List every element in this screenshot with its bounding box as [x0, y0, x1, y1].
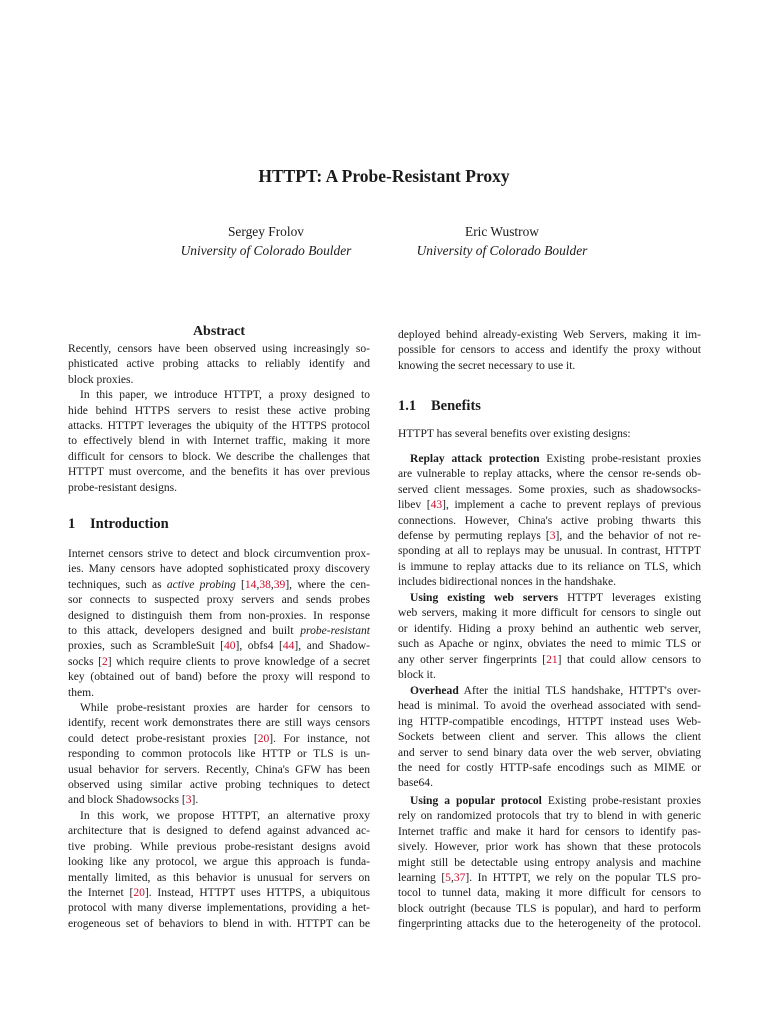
text-line: Recently, censors have been observed using increasingly so- [68, 343, 370, 355]
text-line: protocol with many diverse implementations, providing a het- [68, 902, 370, 915]
benefit-existing-web-servers [398, 591, 701, 683]
text-line: observed using similar active probing techniques to detect [68, 778, 370, 791]
text-line: ies. Many censors have adopted sophisticated proxy discovery [68, 563, 370, 576]
paragraph-run-in-heading: Replay attack protection [410, 453, 540, 465]
citation-link[interactable]: 5 [445, 871, 451, 884]
text-line: and block Shadowsocks [3]. [68, 794, 199, 807]
text-line: served client messages. Some proxies, such as shadowsocks- [398, 483, 701, 496]
text-line: phisticated active probing attacks to reliably identify and [68, 358, 370, 371]
text-line: HTTPT has several benefits over existing designs: [398, 428, 631, 440]
benefit-replay-protection [398, 452, 701, 591]
text-line: key (obtained out of band) before the proxy will respond to [68, 671, 370, 684]
benefit-overhead [398, 684, 701, 792]
paragraph-run-in-heading: Using a popular protocol [410, 795, 542, 807]
author-affiliation: University of Colorado Boulder [180, 242, 352, 258]
citation-link[interactable]: 39 [273, 578, 286, 591]
benefit-popular-protocol [398, 794, 701, 933]
text-line: head is minimal. To avoid the overhead associated with send- [398, 700, 701, 713]
text-line: block outright (because TLS is popular), and hard to perform [398, 902, 701, 915]
text-line: probe-resistant designs. [68, 481, 178, 494]
text-line: block proxies. [68, 373, 134, 386]
text-line: socks [2] which require clients to prove knowledge of a secret [68, 655, 370, 668]
citation-link[interactable]: 3 [185, 794, 192, 807]
text-line: libev [43], implement a cache to prevent replays of previous [398, 499, 701, 512]
text-line: designed to distinguish them from non-proxies. In response [68, 609, 370, 622]
intro-continuation [398, 328, 701, 374]
citation-link[interactable]: 20 [133, 886, 145, 899]
text-line: the Internet [20]. Instead, HTTPT uses HTTPS, a ubiquitous [68, 886, 370, 899]
text-line: architecture that is designed to defend against advanced ac- [68, 825, 370, 838]
text-line: is immune to replay attacks due to its reliance on TLS, which [398, 560, 701, 573]
benefits-lead [398, 427, 701, 442]
text-line: could detect probe-resistant proxies [20]. For instance, not [68, 732, 370, 745]
text-line: are vulnerable to replay attacks, where the censor re-sends ob- [398, 468, 701, 481]
text-line: might still be detectable using entropy analysis and machine [398, 856, 701, 869]
citation-link[interactable]: 2 [101, 655, 108, 668]
text-line: difficult for censors to block. We describe the challenges that [68, 450, 370, 463]
text-line: techniques, such as active probing [14,38,39], where the cen- [68, 578, 370, 591]
section-heading-introduction [68, 516, 169, 533]
citation-link[interactable]: 20 [257, 732, 270, 745]
text-line: learning [5,37]. In HTTPT, we rely on the popular TLS pro- [398, 871, 701, 884]
citation-link[interactable]: 44 [282, 640, 295, 653]
abstract-paragraph-1 [68, 342, 370, 388]
text-line: hide behind HTTPS servers to resist these active probing [68, 404, 370, 417]
citation-link[interactable]: 21 [546, 653, 558, 666]
text-line: them. [68, 686, 94, 699]
intro-paragraph-3 [68, 809, 370, 932]
section-number: 1.1 [398, 398, 417, 414]
text-line: ing HTTP-compatible encodings, HTTPT instead uses Web- [398, 715, 701, 728]
intro-paragraph-1 [68, 547, 370, 701]
text-line: Using existing web servers HTTPT leverages existing [410, 592, 701, 604]
abstract-paragraph-2 [68, 388, 370, 496]
text-line: to effectively blend in with Internet traffic, making it more [68, 435, 370, 448]
text-line: sor connects to suspected proxy servers and sends probes [68, 594, 370, 607]
text-line: Replay attack protection Existing probe-resistant proxies [410, 453, 701, 465]
text-line: mentally limited, as this behavior is unusual for servers on [68, 871, 370, 884]
citation-link[interactable]: 37 [453, 871, 466, 884]
abstract-heading: Abstract [192, 324, 246, 339]
text-line: tocol to tunnel data, making it more difficult for censors to [398, 887, 701, 900]
citation-link[interactable]: 3 [549, 529, 556, 542]
citation-link[interactable]: 38 [259, 578, 271, 591]
text-line: HTTPT must overcome, and the benefits it has over previous [68, 466, 370, 479]
text-line: to this attack, developers designed and built probe-resistant [68, 624, 370, 637]
text-line: Using a popular protocol Existing probe-resistant proxies [410, 795, 701, 807]
text-line: identify, recent work demonstrates there are still ways censors [68, 717, 370, 730]
section-number: 1 [68, 516, 76, 532]
paragraph-run-in-heading: Using existing web servers [410, 592, 559, 604]
text-line: sively. However, prior work has shown that these protocols [398, 841, 701, 854]
author-name: Sergey Frolov [227, 224, 304, 239]
text-line: Internet traffic and make it hard for censors to identify pas- [398, 825, 701, 838]
text-line: While probe-resistant proxies are harder for censors to [80, 702, 370, 714]
text-line: base64. [398, 777, 433, 790]
text-line: knowing the secret necessary to use it. [398, 359, 576, 372]
paragraph-run-in-heading: Overhead [410, 685, 459, 697]
text-line: includes bidirectional nonces in the handshake. [398, 576, 617, 589]
text-line: deployed behind already-existing Web Servers, making it im- [398, 329, 701, 341]
author-block-frolov [150, 223, 382, 260]
text-line: connections. However, China's active probing thwarts this [398, 514, 701, 527]
citation-link[interactable]: 40 [223, 640, 236, 653]
text-line: rely on randomized protocols that try to blend in with generic [398, 810, 701, 823]
text-line: erogeneous set of behaviors to blend in with. HTTPT can be [68, 917, 370, 930]
section-title: Benefits [431, 398, 481, 414]
text-line: Internet censors strive to detect and block circumvention prox- [68, 548, 370, 560]
citation-link[interactable]: 43 [430, 499, 443, 512]
text-line: or identify. Hiding a proxy behind an authentic web server, [398, 622, 701, 635]
text-line: any other server fingerprints [21] that could allow censors to [398, 653, 701, 666]
text-line: fingerprinting attacks due to the heterogeneity of the protocol. [398, 918, 701, 931]
intro-paragraph-2 [68, 701, 370, 809]
section-title: Introduction [90, 516, 169, 532]
text-line: and server to send binary data over the web server, obviating [398, 746, 701, 759]
text-line: the need for costly HTTP-safe encodings such as MIME or [398, 761, 701, 774]
text-line: web servers, making it more difficult for censors to single out [398, 607, 701, 620]
author-affiliation: University of Colorado Boulder [416, 242, 588, 258]
author-block-wustrow [386, 223, 618, 260]
text-line: looking like any protocol, we argue this approach is funda- [68, 856, 370, 869]
paper-title: HTTPT: A Probe-Resistant Proxy [258, 166, 510, 186]
section-heading-benefits [398, 398, 481, 415]
author-name: Eric Wustrow [465, 224, 539, 239]
text-line: such as Apache or nginx, obviates the need to mimic TLS or [398, 638, 701, 651]
text-line: block it. [398, 668, 436, 681]
text-line: possible for censors to access and identify the proxy without [398, 344, 701, 357]
text-line: Sockets between client and server. This allows the client [398, 731, 701, 744]
citation-link[interactable]: 14 [244, 578, 257, 591]
text-line: sponding at all to replays may be unusual. In contrast, HTTPT [398, 545, 701, 558]
text-line: tive probing. While previous probe-resistant designs avoid [68, 840, 370, 853]
text-line: In this work, we propose HTTPT, an alternative proxy [80, 810, 370, 822]
text-line: In this paper, we introduce HTTPT, a proxy designed to [80, 389, 370, 402]
text-line: attacks. HTTPT leverages the ubiquity of the HTTPS protocol [68, 419, 370, 432]
text-line: usual behavior for servers. Recently, China's GFW has been [68, 763, 370, 776]
text-line: defense by permuting replays [3], and the behavior of not re- [398, 529, 701, 542]
text-line: Overhead After the initial TLS handshake, HTTPT's over- [410, 685, 701, 697]
text-line: proxies, such as ScrambleSuit [40], obfs4 [44], and Shadow- [68, 640, 370, 653]
text-line: responding to common protocols like HTTP or TLS is un- [68, 748, 370, 761]
